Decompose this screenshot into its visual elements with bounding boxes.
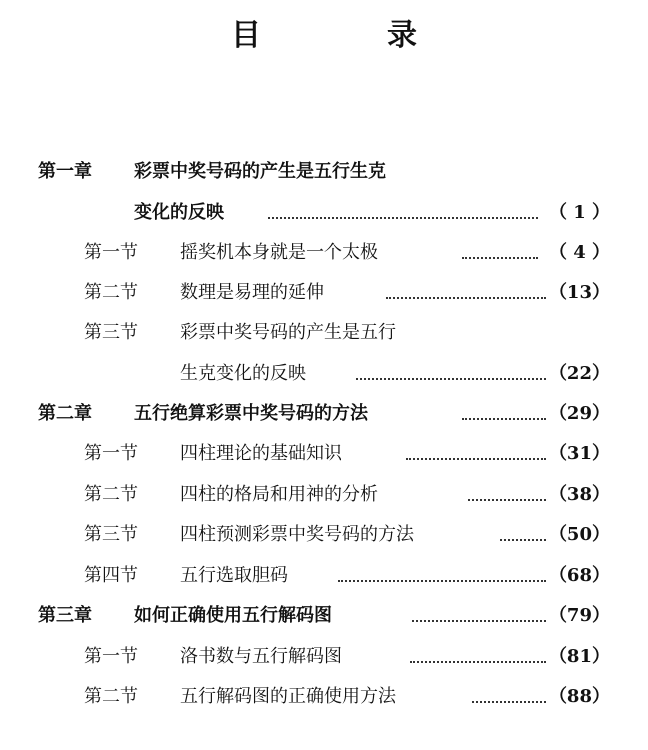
toc-entry-text: 数理是易理的延伸: [180, 282, 324, 303]
toc-entry-section: [0, 518, 610, 548]
toc-entry-label: 第三章: [38, 605, 92, 626]
toc-leader-dots: [406, 456, 546, 460]
toc-entry-section: [0, 559, 610, 589]
toc-leader-dots: [500, 537, 546, 541]
toc-entry-label: 第三节: [84, 322, 138, 343]
toc-entry-label: 第一章: [38, 161, 92, 182]
toc-entry-label: 第一节: [84, 242, 138, 263]
toc-entry-label: 第一节: [84, 443, 138, 464]
toc-title: 目 录: [231, 18, 465, 53]
toc-entry-label: 第一节: [84, 646, 138, 667]
toc-entry-chapter-1: [0, 155, 600, 185]
toc-entry-text: 五行绝算彩票中奖号码的方法: [134, 403, 368, 424]
toc-entry-text: 变化的反映: [134, 202, 224, 223]
toc-leader-dots: [338, 578, 546, 582]
toc-entry-text: 彩票中奖号码的产生是五行: [180, 322, 396, 343]
toc-entry-text: 生克变化的反映: [180, 363, 306, 384]
toc-entry-text: 四柱理论的基础知识: [180, 443, 342, 464]
toc-entry-text: 如何正确使用五行解码图: [134, 605, 332, 626]
toc-entry-text: 洛书数与五行解码图: [180, 646, 342, 667]
toc-entry-label: 第四节: [84, 565, 138, 586]
toc-leader-dots: [462, 255, 538, 259]
toc-entry-section: [0, 236, 610, 266]
toc-entry-section: [0, 478, 610, 508]
toc-page-number: （79）: [548, 605, 610, 626]
toc-leader-dots: [356, 376, 546, 380]
toc-leader-dots: [386, 295, 546, 299]
toc-entry-text: 四柱预测彩票中奖号码的方法: [180, 524, 414, 545]
toc-leader-dots: [462, 416, 546, 420]
toc-page-number: （38）: [548, 484, 610, 505]
toc-page-number: （68）: [548, 565, 610, 586]
toc-entry-chapter-3: [0, 599, 610, 629]
toc-leader-dots: [412, 618, 546, 622]
toc-entry-chapter-2: [0, 397, 610, 427]
toc-entry-label: 第二节: [84, 686, 138, 707]
toc-page-number: （29）: [548, 403, 610, 424]
toc-page-number: （88）: [548, 686, 610, 707]
toc-page-number: （ 1 ）: [548, 202, 610, 223]
toc-page-number: （ 4 ）: [548, 242, 610, 263]
toc-entry-label: 第二章: [38, 403, 92, 424]
toc-entry-label: 第二节: [84, 484, 138, 505]
toc-page-number: （22）: [548, 363, 610, 384]
toc-page-number: （31）: [548, 443, 610, 464]
toc-leader-dots: [472, 699, 546, 703]
toc-entry-text: 五行选取胆码: [180, 565, 288, 586]
toc-page-number: （50）: [548, 524, 610, 545]
toc-entry-section: [0, 316, 610, 346]
toc-entry-section: [0, 680, 610, 710]
toc-entry-chapter-1-continued: [0, 196, 610, 226]
toc-entry-section: [0, 276, 610, 306]
toc-leader-dots: [268, 215, 538, 219]
toc-leader-dots: [468, 497, 546, 501]
toc-entry-text: 五行解码图的正确使用方法: [180, 686, 396, 707]
toc-entry-section: [0, 640, 610, 670]
toc-entry-label: 第三节: [84, 524, 138, 545]
toc-page-number: （13）: [548, 282, 610, 303]
toc-entry-section-continued: [0, 357, 610, 387]
toc-entry-section: [0, 437, 610, 467]
toc-entry-text: 四柱的格局和用神的分析: [180, 484, 378, 505]
toc-entry-text: 摇奖机本身就是一个太极: [180, 242, 378, 263]
toc-entry-text: 彩票中奖号码的产生是五行生克: [134, 161, 386, 182]
toc-page-number: （81）: [548, 646, 610, 667]
toc-entry-label: 第二节: [84, 282, 138, 303]
toc-leader-dots: [410, 659, 546, 663]
